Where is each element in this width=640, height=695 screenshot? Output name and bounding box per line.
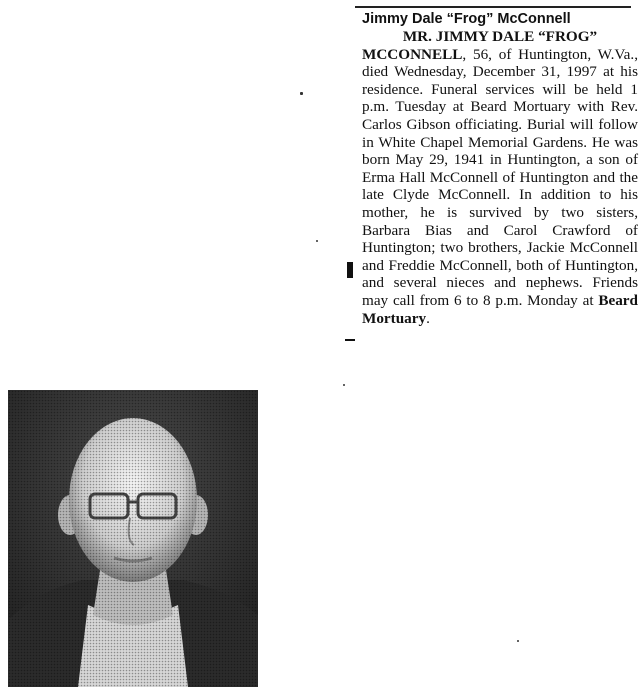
closing-funeral-home: Beard Mortuary [362, 291, 638, 327]
portrait-photo [8, 390, 258, 687]
closing-period: . [426, 309, 430, 327]
obituary-body [362, 28, 638, 327]
portrait-photo-icon [8, 390, 258, 687]
clipping-top-rule [355, 6, 631, 8]
clipping-edge-mark [347, 262, 353, 278]
lead-name-line1: MR. JIMMY DALE “FROG” [402, 28, 598, 45]
scan-speck [517, 640, 519, 642]
scan-speck [300, 92, 303, 95]
obituary-text: , 56, of Huntington, W.Va., died Wednesday, December 31, 1997 at his residence. Funeral services will be held 1 p.m. Tuesday at Beard Mortuary with Rev. Carlos Gibson officiating. Burial will follow in White Chapel Memorial Gardens. He was born May 29, 1941 in Huntington, a son of Erma Hall McConnell of Huntington and the late Clyde McConnell. In addition to his mother, he is survived by two sisters, Barbara Bias and Carol Crawford of Huntington; two brothers, Jackie McConnell and Freddie McConnell, both of Huntington, and several nieces and nephews. Friends may call from 6 to 8 p.m. Monday at [362, 45, 638, 309]
lead-name-line2: MCCONNELL [362, 45, 463, 63]
obituary-headline: Jimmy Dale “Frog” McConnell [362, 11, 571, 27]
clipping-edge-dash [345, 339, 355, 341]
obituary-column [362, 10, 638, 327]
scan-speck [316, 240, 318, 242]
scan-speck [343, 384, 345, 386]
